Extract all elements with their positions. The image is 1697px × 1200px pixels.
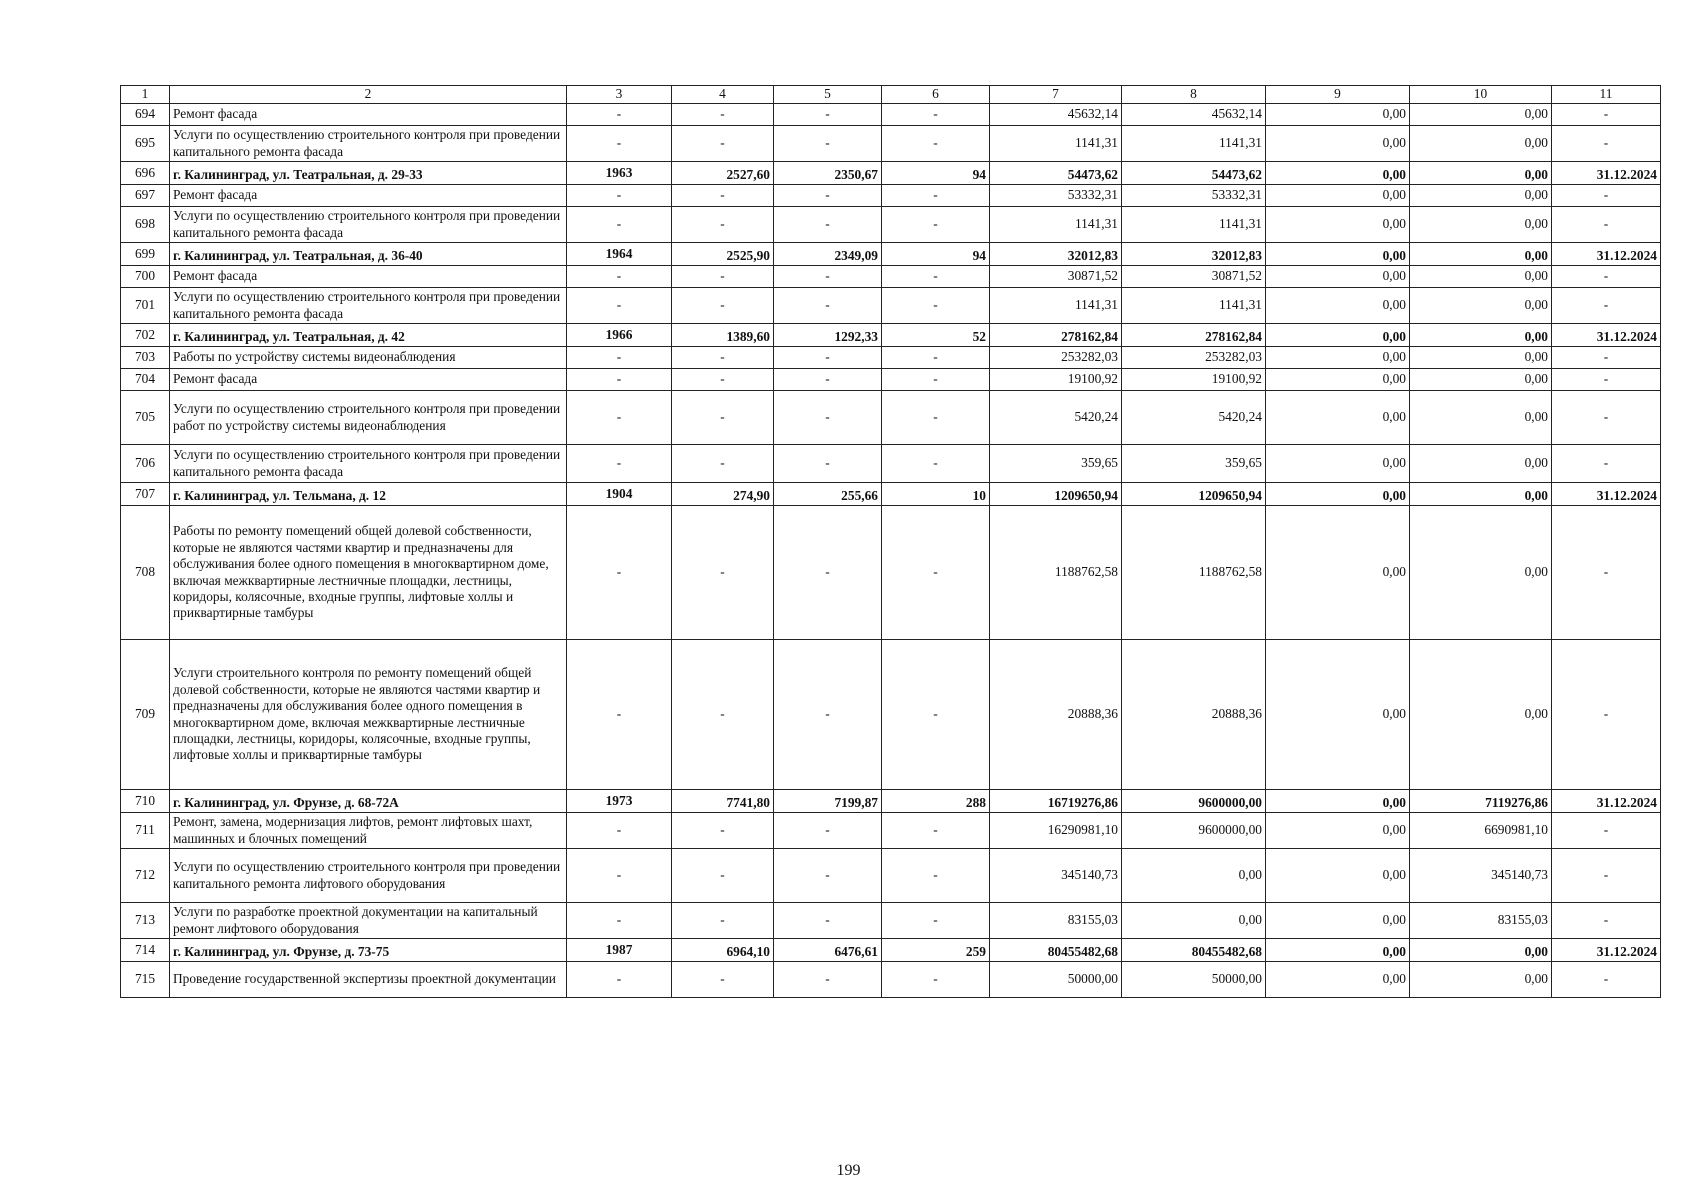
owner-cost-cell: 0,00 <box>1410 369 1552 391</box>
table-body <box>121 86 1661 998</box>
total-cost-cell: 53332,31 <box>990 185 1122 207</box>
work-name-cell: Проведение государственной экспертизы проектной документации <box>170 962 567 998</box>
total-cost-cell: 1209650,94 <box>990 483 1122 506</box>
capital-repair-table <box>120 85 1661 998</box>
owner-cost-cell: 0,00 <box>1410 185 1552 207</box>
residents-cell: - <box>882 640 990 790</box>
column-number: 8 <box>1122 86 1266 104</box>
living-area-cell: - <box>774 266 882 288</box>
column-number: 4 <box>672 86 774 104</box>
year-built-cell: 1987 <box>567 939 672 962</box>
work-row <box>121 445 1661 483</box>
budget-cost-cell: 0,00 <box>1266 288 1410 324</box>
residents-cell: - <box>882 962 990 998</box>
completion-date-cell: - <box>1552 369 1661 391</box>
address-row <box>121 324 1661 347</box>
fund-cost-cell: 0,00 <box>1122 849 1266 903</box>
total-cost-cell: 1141,31 <box>990 207 1122 243</box>
year-built-cell: - <box>567 445 672 483</box>
work-row <box>121 962 1661 998</box>
year-built-cell: - <box>567 813 672 849</box>
residents-cell: - <box>882 185 990 207</box>
living-area-cell: - <box>774 369 882 391</box>
address-row <box>121 162 1661 185</box>
living-area-cell: - <box>774 391 882 445</box>
residents-cell: 288 <box>882 790 990 813</box>
fund-cost-cell: 45632,14 <box>1122 104 1266 126</box>
residents-cell: 94 <box>882 162 990 185</box>
year-built-cell: 1963 <box>567 162 672 185</box>
total-area-cell: - <box>672 104 774 126</box>
row-number-cell: 714 <box>121 939 170 962</box>
address-row <box>121 483 1661 506</box>
work-name-cell: г. Калининград, ул. Театральная, д. 36-40 <box>170 243 567 266</box>
year-built-cell: - <box>567 266 672 288</box>
total-cost-cell: 5420,24 <box>990 391 1122 445</box>
fund-cost-cell: 278162,84 <box>1122 324 1266 347</box>
work-name-cell: Ремонт фасада <box>170 266 567 288</box>
living-area-cell: 1292,33 <box>774 324 882 347</box>
work-row <box>121 391 1661 445</box>
column-number: 2 <box>170 86 567 104</box>
year-built-cell: 1973 <box>567 790 672 813</box>
budget-cost-cell: 0,00 <box>1266 483 1410 506</box>
fund-cost-cell: 253282,03 <box>1122 347 1266 369</box>
owner-cost-cell: 0,00 <box>1410 506 1552 640</box>
residents-cell: - <box>882 903 990 939</box>
total-area-cell: - <box>672 640 774 790</box>
completion-date-cell: - <box>1552 506 1661 640</box>
residents-cell: 259 <box>882 939 990 962</box>
living-area-cell: - <box>774 185 882 207</box>
year-built-cell: - <box>567 185 672 207</box>
address-row <box>121 790 1661 813</box>
residents-cell: - <box>882 266 990 288</box>
residents-cell: - <box>882 347 990 369</box>
work-row <box>121 288 1661 324</box>
column-number: 3 <box>567 86 672 104</box>
total-area-cell: - <box>672 185 774 207</box>
work-name-cell: Работы по ремонту помещений общей долевой собственности, которые не являются частями квартир и предназначены для обслуживания более одного помещения в многоквартирном доме, включая межквартирные лестничные площадки, лестницы, коридоры, колясочные, входные группы, лифтовые холлы и приквартирные тамбуры <box>170 506 567 640</box>
row-number-cell: 699 <box>121 243 170 266</box>
work-row <box>121 126 1661 162</box>
fund-cost-cell: 1141,31 <box>1122 126 1266 162</box>
total-area-cell: - <box>672 207 774 243</box>
living-area-cell: 2350,67 <box>774 162 882 185</box>
fund-cost-cell: 54473,62 <box>1122 162 1266 185</box>
residents-cell: - <box>882 126 990 162</box>
row-number-cell: 715 <box>121 962 170 998</box>
owner-cost-cell: 0,00 <box>1410 104 1552 126</box>
total-cost-cell: 253282,03 <box>990 347 1122 369</box>
work-row <box>121 347 1661 369</box>
living-area-cell: - <box>774 640 882 790</box>
total-area-cell: - <box>672 347 774 369</box>
row-number-cell: 706 <box>121 445 170 483</box>
completion-date-cell: - <box>1552 445 1661 483</box>
fund-cost-cell: 1209650,94 <box>1122 483 1266 506</box>
residents-cell: 94 <box>882 243 990 266</box>
total-area-cell: 274,90 <box>672 483 774 506</box>
fund-cost-cell: 80455482,68 <box>1122 939 1266 962</box>
column-number: 9 <box>1266 86 1410 104</box>
completion-date-cell: 31.12.2024 <box>1552 483 1661 506</box>
work-row <box>121 104 1661 126</box>
budget-cost-cell: 0,00 <box>1266 243 1410 266</box>
work-row <box>121 369 1661 391</box>
living-area-cell: - <box>774 813 882 849</box>
residents-cell: - <box>882 506 990 640</box>
work-name-cell: г. Калининград, ул. Фрунзе, д. 68-72А <box>170 790 567 813</box>
residents-cell: - <box>882 445 990 483</box>
work-name-cell: Ремонт фасада <box>170 369 567 391</box>
total-cost-cell: 278162,84 <box>990 324 1122 347</box>
total-cost-cell: 20888,36 <box>990 640 1122 790</box>
budget-cost-cell: 0,00 <box>1266 813 1410 849</box>
owner-cost-cell: 0,00 <box>1410 391 1552 445</box>
budget-cost-cell: 0,00 <box>1266 790 1410 813</box>
budget-cost-cell: 0,00 <box>1266 126 1410 162</box>
total-area-cell: 1389,60 <box>672 324 774 347</box>
total-area-cell: - <box>672 266 774 288</box>
row-number-cell: 707 <box>121 483 170 506</box>
work-row <box>121 903 1661 939</box>
work-name-cell: Услуги строительного контроля по ремонту помещений общей долевой собственности, которые не являются частями квартир и предназначены для обслуживания более одного помещения в многоквартирном доме, включая межквартирные лестничные площадки, лестницы, коридоры, колясочные, входные группы, лифтовые холлы и приквартирные тамбуры <box>170 640 567 790</box>
total-cost-cell: 83155,03 <box>990 903 1122 939</box>
work-name-cell: г. Калининград, ул. Театральная, д. 29-33 <box>170 162 567 185</box>
living-area-cell: 6476,61 <box>774 939 882 962</box>
total-area-cell: 2527,60 <box>672 162 774 185</box>
work-row <box>121 849 1661 903</box>
budget-cost-cell: 0,00 <box>1266 962 1410 998</box>
row-number-cell: 702 <box>121 324 170 347</box>
budget-cost-cell: 0,00 <box>1266 849 1410 903</box>
budget-cost-cell: 0,00 <box>1266 185 1410 207</box>
total-area-cell: - <box>672 369 774 391</box>
budget-cost-cell: 0,00 <box>1266 266 1410 288</box>
budget-cost-cell: 0,00 <box>1266 104 1410 126</box>
completion-date-cell: - <box>1552 849 1661 903</box>
completion-date-cell: - <box>1552 207 1661 243</box>
fund-cost-cell: 0,00 <box>1122 903 1266 939</box>
year-built-cell: 1966 <box>567 324 672 347</box>
row-number-cell: 696 <box>121 162 170 185</box>
budget-cost-cell: 0,00 <box>1266 324 1410 347</box>
work-row <box>121 185 1661 207</box>
row-number-cell: 695 <box>121 126 170 162</box>
work-row <box>121 813 1661 849</box>
residents-cell: 10 <box>882 483 990 506</box>
total-cost-cell: 54473,62 <box>990 162 1122 185</box>
fund-cost-cell: 19100,92 <box>1122 369 1266 391</box>
column-number-row <box>121 86 1661 104</box>
living-area-cell: - <box>774 962 882 998</box>
row-number-cell: 708 <box>121 506 170 640</box>
column-number: 5 <box>774 86 882 104</box>
total-area-cell: - <box>672 849 774 903</box>
residents-cell: - <box>882 849 990 903</box>
fund-cost-cell: 30871,52 <box>1122 266 1266 288</box>
row-number-cell: 713 <box>121 903 170 939</box>
budget-cost-cell: 0,00 <box>1266 445 1410 483</box>
living-area-cell: - <box>774 849 882 903</box>
work-name-cell: Ремонт фасада <box>170 185 567 207</box>
total-area-cell: 2525,90 <box>672 243 774 266</box>
work-name-cell: Услуги по осуществлению строительного контроля при проведении работ по устройству системы видеонаблюдения <box>170 391 567 445</box>
residents-cell: - <box>882 391 990 445</box>
owner-cost-cell: 6690981,10 <box>1410 813 1552 849</box>
budget-cost-cell: 0,00 <box>1266 162 1410 185</box>
fund-cost-cell: 9600000,00 <box>1122 813 1266 849</box>
total-area-cell: 6964,10 <box>672 939 774 962</box>
work-row <box>121 266 1661 288</box>
completion-date-cell: - <box>1552 288 1661 324</box>
row-number-cell: 704 <box>121 369 170 391</box>
row-number-cell: 703 <box>121 347 170 369</box>
fund-cost-cell: 9600000,00 <box>1122 790 1266 813</box>
year-built-cell: 1964 <box>567 243 672 266</box>
column-number: 7 <box>990 86 1122 104</box>
fund-cost-cell: 20888,36 <box>1122 640 1266 790</box>
work-name-cell: Ремонт фасада <box>170 104 567 126</box>
completion-date-cell: - <box>1552 903 1661 939</box>
owner-cost-cell: 0,00 <box>1410 939 1552 962</box>
total-area-cell: - <box>672 506 774 640</box>
work-name-cell: г. Калининград, ул. Тельмана, д. 12 <box>170 483 567 506</box>
residents-cell: - <box>882 207 990 243</box>
living-area-cell: - <box>774 903 882 939</box>
owner-cost-cell: 0,00 <box>1410 162 1552 185</box>
work-name-cell: г. Калининград, ул. Фрунзе, д. 73-75 <box>170 939 567 962</box>
row-number-cell: 697 <box>121 185 170 207</box>
owner-cost-cell: 0,00 <box>1410 207 1552 243</box>
owner-cost-cell: 0,00 <box>1410 243 1552 266</box>
work-name-cell: Услуги по разработке проектной документации на капитальный ремонт лифтового оборудования <box>170 903 567 939</box>
work-name-cell: Услуги по осуществлению строительного контроля при проведении капитального ремонта фасада <box>170 445 567 483</box>
owner-cost-cell: 345140,73 <box>1410 849 1552 903</box>
total-area-cell: - <box>672 813 774 849</box>
total-cost-cell: 16719276,86 <box>990 790 1122 813</box>
year-built-cell: - <box>567 369 672 391</box>
total-cost-cell: 80455482,68 <box>990 939 1122 962</box>
total-area-cell: - <box>672 445 774 483</box>
total-cost-cell: 50000,00 <box>990 962 1122 998</box>
row-number-cell: 698 <box>121 207 170 243</box>
completion-date-cell: 31.12.2024 <box>1552 162 1661 185</box>
year-built-cell: 1904 <box>567 483 672 506</box>
row-number-cell: 709 <box>121 640 170 790</box>
fund-cost-cell: 1188762,58 <box>1122 506 1266 640</box>
living-area-cell: - <box>774 506 882 640</box>
owner-cost-cell: 0,00 <box>1410 640 1552 790</box>
year-built-cell: - <box>567 849 672 903</box>
residents-cell: 52 <box>882 324 990 347</box>
completion-date-cell: - <box>1552 391 1661 445</box>
budget-cost-cell: 0,00 <box>1266 207 1410 243</box>
year-built-cell: - <box>567 207 672 243</box>
completion-date-cell: 31.12.2024 <box>1552 939 1661 962</box>
owner-cost-cell: 83155,03 <box>1410 903 1552 939</box>
column-number: 1 <box>121 86 170 104</box>
work-row <box>121 506 1661 640</box>
owner-cost-cell: 0,00 <box>1410 126 1552 162</box>
residents-cell: - <box>882 288 990 324</box>
column-number: 10 <box>1410 86 1552 104</box>
work-name-cell: г. Калининград, ул. Театральная, д. 42 <box>170 324 567 347</box>
row-number-cell: 705 <box>121 391 170 445</box>
page-number: 199 <box>836 1162 861 1179</box>
owner-cost-cell: 0,00 <box>1410 445 1552 483</box>
total-area-cell: - <box>672 391 774 445</box>
completion-date-cell: - <box>1552 640 1661 790</box>
fund-cost-cell: 32012,83 <box>1122 243 1266 266</box>
owner-cost-cell: 0,00 <box>1410 266 1552 288</box>
fund-cost-cell: 53332,31 <box>1122 185 1266 207</box>
total-area-cell: - <box>672 288 774 324</box>
total-area-cell: - <box>672 903 774 939</box>
address-row <box>121 243 1661 266</box>
budget-cost-cell: 0,00 <box>1266 347 1410 369</box>
completion-date-cell: - <box>1552 266 1661 288</box>
work-name-cell: Услуги по осуществлению строительного контроля при проведении капитального ремонта фасада <box>170 288 567 324</box>
completion-date-cell: - <box>1552 126 1661 162</box>
budget-cost-cell: 0,00 <box>1266 506 1410 640</box>
work-name-cell: Ремонт, замена, модернизация лифтов, ремонт лифтовых шахт, машинных и блочных помещений <box>170 813 567 849</box>
living-area-cell: - <box>774 104 882 126</box>
living-area-cell: 7199,87 <box>774 790 882 813</box>
year-built-cell: - <box>567 962 672 998</box>
owner-cost-cell: 0,00 <box>1410 288 1552 324</box>
living-area-cell: - <box>774 126 882 162</box>
year-built-cell: - <box>567 104 672 126</box>
row-number-cell: 711 <box>121 813 170 849</box>
completion-date-cell: - <box>1552 962 1661 998</box>
owner-cost-cell: 0,00 <box>1410 347 1552 369</box>
year-built-cell: - <box>567 903 672 939</box>
work-row <box>121 640 1661 790</box>
completion-date-cell: - <box>1552 185 1661 207</box>
total-cost-cell: 19100,92 <box>990 369 1122 391</box>
completion-date-cell: - <box>1552 347 1661 369</box>
total-cost-cell: 30871,52 <box>990 266 1122 288</box>
total-cost-cell: 345140,73 <box>990 849 1122 903</box>
budget-cost-cell: 0,00 <box>1266 903 1410 939</box>
total-cost-cell: 16290981,10 <box>990 813 1122 849</box>
row-number-cell: 700 <box>121 266 170 288</box>
row-number-cell: 710 <box>121 790 170 813</box>
work-name-cell: Услуги по осуществлению строительного контроля при проведении капитального ремонта фасада <box>170 207 567 243</box>
row-number-cell: 712 <box>121 849 170 903</box>
work-name-cell: Работы по устройству системы видеонаблюдения <box>170 347 567 369</box>
row-number-cell: 701 <box>121 288 170 324</box>
residents-cell: - <box>882 104 990 126</box>
living-area-cell: - <box>774 288 882 324</box>
total-area-cell: - <box>672 126 774 162</box>
residents-cell: - <box>882 369 990 391</box>
total-cost-cell: 359,65 <box>990 445 1122 483</box>
column-number: 6 <box>882 86 990 104</box>
total-cost-cell: 32012,83 <box>990 243 1122 266</box>
completion-date-cell: - <box>1552 813 1661 849</box>
year-built-cell: - <box>567 347 672 369</box>
living-area-cell: 255,66 <box>774 483 882 506</box>
total-cost-cell: 1141,31 <box>990 126 1122 162</box>
year-built-cell: - <box>567 126 672 162</box>
owner-cost-cell: 0,00 <box>1410 324 1552 347</box>
owner-cost-cell: 0,00 <box>1410 483 1552 506</box>
completion-date-cell: 31.12.2024 <box>1552 243 1661 266</box>
year-built-cell: - <box>567 391 672 445</box>
budget-cost-cell: 0,00 <box>1266 369 1410 391</box>
fund-cost-cell: 1141,31 <box>1122 288 1266 324</box>
budget-cost-cell: 0,00 <box>1266 640 1410 790</box>
total-cost-cell: 1141,31 <box>990 288 1122 324</box>
budget-cost-cell: 0,00 <box>1266 939 1410 962</box>
address-row <box>121 939 1661 962</box>
total-area-cell: - <box>672 962 774 998</box>
year-built-cell: - <box>567 288 672 324</box>
total-area-cell: 7741,80 <box>672 790 774 813</box>
year-built-cell: - <box>567 640 672 790</box>
fund-cost-cell: 359,65 <box>1122 445 1266 483</box>
living-area-cell: - <box>774 347 882 369</box>
row-number-cell: 694 <box>121 104 170 126</box>
budget-cost-cell: 0,00 <box>1266 391 1410 445</box>
living-area-cell: - <box>774 207 882 243</box>
year-built-cell: - <box>567 506 672 640</box>
column-number: 11 <box>1552 86 1661 104</box>
total-cost-cell: 45632,14 <box>990 104 1122 126</box>
work-name-cell: Услуги по осуществлению строительного контроля при проведении капитального ремонта лифтового оборудования <box>170 849 567 903</box>
living-area-cell: 2349,09 <box>774 243 882 266</box>
fund-cost-cell: 50000,00 <box>1122 962 1266 998</box>
total-cost-cell: 1188762,58 <box>990 506 1122 640</box>
work-row <box>121 207 1661 243</box>
completion-date-cell: 31.12.2024 <box>1552 324 1661 347</box>
fund-cost-cell: 1141,31 <box>1122 207 1266 243</box>
fund-cost-cell: 5420,24 <box>1122 391 1266 445</box>
residents-cell: - <box>882 813 990 849</box>
owner-cost-cell: 7119276,86 <box>1410 790 1552 813</box>
living-area-cell: - <box>774 445 882 483</box>
completion-date-cell: - <box>1552 104 1661 126</box>
owner-cost-cell: 0,00 <box>1410 962 1552 998</box>
completion-date-cell: 31.12.2024 <box>1552 790 1661 813</box>
work-name-cell: Услуги по осуществлению строительного контроля при проведении капитального ремонта фасада <box>170 126 567 162</box>
